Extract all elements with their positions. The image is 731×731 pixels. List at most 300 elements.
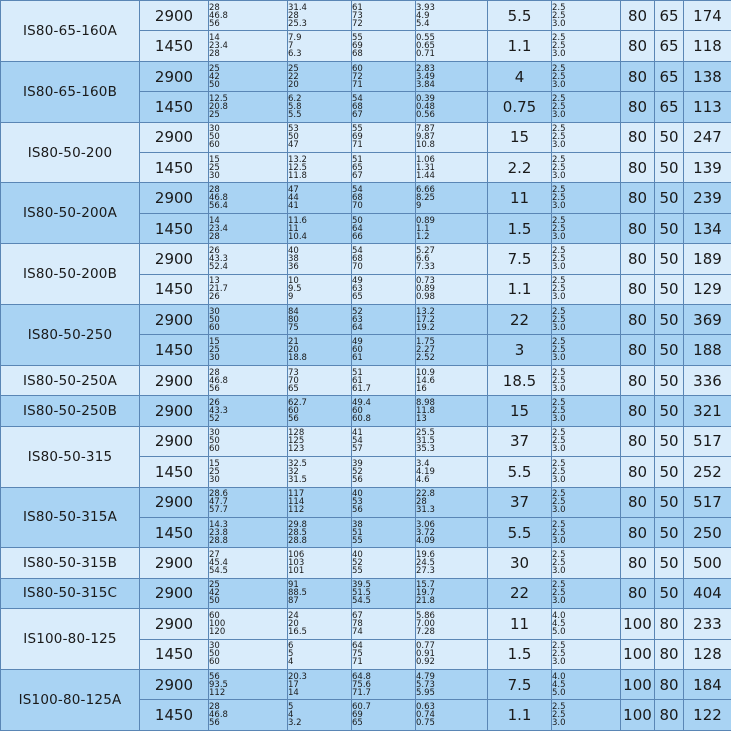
speed-cell: 2900 xyxy=(140,396,209,426)
efficiency-cell-value: 67 xyxy=(352,170,363,181)
model-name-cell: IS80-50-315 xyxy=(1,426,140,487)
head-cell-value: 73 xyxy=(288,367,299,378)
shaft-power-cell-value: 5.27 xyxy=(416,245,435,256)
table-row xyxy=(1,548,731,578)
shaft-power-cell xyxy=(416,153,488,183)
inlet-diameter-cell: 80 xyxy=(621,365,655,395)
motor-power-cell: 22 xyxy=(488,578,552,608)
head-cell-value: 36 xyxy=(288,261,299,272)
head-cell-value: 11 xyxy=(288,223,299,234)
shaft-power-cell xyxy=(416,213,488,243)
efficiency-cell-value: 50 xyxy=(352,215,363,226)
npsh-cell-value: 2.5 xyxy=(552,519,566,530)
model-name-cell: IS80-50-200B xyxy=(1,244,140,305)
npsh-cell-value: 3.0 xyxy=(552,505,566,516)
speed-cell: 1450 xyxy=(140,31,209,61)
efficiency-cell-value: 61 xyxy=(352,375,363,386)
flow-cell-value: 93.5 xyxy=(209,679,228,690)
head-cell-value: 47 xyxy=(288,140,299,151)
head-cell xyxy=(288,213,352,243)
npsh-cell-value: 2.5 xyxy=(552,458,566,469)
flow-cell-value: 28 xyxy=(209,231,220,242)
head-cell-value: 106 xyxy=(288,550,305,561)
table-row xyxy=(1,487,731,517)
npsh-cell-value: 3.0 xyxy=(552,170,566,181)
efficiency-cell-value: 49 xyxy=(352,337,363,348)
npsh-cell-value: 2.5 xyxy=(552,215,566,226)
flow-cell-value: 50 xyxy=(209,132,220,143)
efficiency-cell-value: 71.7 xyxy=(352,687,371,698)
npsh-cell-value: 2.5 xyxy=(552,63,566,74)
efficiency-cell-value: 69 xyxy=(352,710,363,721)
npsh-cell-value: 3.0 xyxy=(552,292,566,303)
model-name-cell: IS80-50-315B xyxy=(1,548,140,578)
shaft-power-cell xyxy=(416,365,488,395)
head-cell-value: 20 xyxy=(288,79,299,90)
motor-power-cell: 0.75 xyxy=(488,92,552,122)
shaft-power-cell-value: 0.48 xyxy=(416,101,435,112)
inlet-diameter-cell: 80 xyxy=(621,1,655,31)
shaft-power-cell-value: 28 xyxy=(416,497,427,508)
head-cell-value: 28.5 xyxy=(288,527,307,538)
model-name-cell: IS80-50-250B xyxy=(1,396,140,426)
head-cell-value: 29.8 xyxy=(288,519,307,530)
shaft-power-cell-value: 13 xyxy=(416,413,427,424)
shaft-power-cell-value: 9 xyxy=(416,201,422,212)
shaft-power-cell xyxy=(416,396,488,426)
head-cell-value: 88.5 xyxy=(288,588,307,599)
weight-cell: 113 xyxy=(684,92,731,122)
motor-power-cell: 37 xyxy=(488,426,552,456)
shaft-power-cell-value: 8.98 xyxy=(416,397,435,408)
head-cell-value: 21 xyxy=(288,337,299,348)
flow-cell-value: 45.4 xyxy=(209,558,228,569)
head-cell xyxy=(288,457,352,487)
speed-cell: 2900 xyxy=(140,548,209,578)
shaft-power-cell-value: 31.3 xyxy=(416,505,435,516)
head-cell-value: 7.9 xyxy=(288,33,302,44)
head-cell xyxy=(288,122,352,152)
head-cell xyxy=(288,153,352,183)
efficiency-cell xyxy=(352,609,416,639)
efficiency-cell-value: 40 xyxy=(352,489,363,500)
flow-cell-value: 23.8 xyxy=(209,527,228,538)
motor-power-cell: 11 xyxy=(488,183,552,213)
head-cell-value: 10 xyxy=(288,276,299,287)
npsh-cell-value: 2.5 xyxy=(552,466,566,477)
npsh-cell-value: 2.5 xyxy=(552,405,566,416)
flow-cell-value: 30 xyxy=(209,353,220,364)
model-name-cell: IS80-50-315A xyxy=(1,487,140,548)
npsh-cell xyxy=(552,153,621,183)
npsh-cell xyxy=(552,305,621,335)
weight-cell: 174 xyxy=(684,1,731,31)
efficiency-cell-value: 60 xyxy=(352,405,363,416)
npsh-cell xyxy=(552,396,621,426)
head-cell-value: 117 xyxy=(288,489,305,500)
motor-power-cell: 1.5 xyxy=(488,213,552,243)
flow-cell xyxy=(209,487,288,517)
flow-cell-value: 50 xyxy=(209,314,220,325)
flow-cell-value: 120 xyxy=(209,626,226,637)
pump-table-body xyxy=(1,1,731,731)
head-cell-value: 103 xyxy=(288,558,305,569)
table-row xyxy=(1,305,731,335)
flow-cell-value: 28 xyxy=(209,702,220,713)
npsh-cell-value: 2.5 xyxy=(552,93,566,104)
inlet-diameter-cell: 80 xyxy=(621,153,655,183)
outlet-diameter-cell: 50 xyxy=(655,578,684,608)
flow-cell-value: 30 xyxy=(209,170,220,181)
head-cell-value: 62.7 xyxy=(288,397,307,408)
flow-cell-value: 12.5 xyxy=(209,93,228,104)
inlet-diameter-cell: 80 xyxy=(621,457,655,487)
shaft-power-cell xyxy=(416,457,488,487)
shaft-power-cell xyxy=(416,609,488,639)
npsh-cell-value: 2.5 xyxy=(552,41,566,52)
inlet-diameter-cell: 80 xyxy=(621,31,655,61)
shaft-power-cell-value: 22.8 xyxy=(416,489,435,500)
weight-cell: 252 xyxy=(684,457,731,487)
inlet-diameter-cell: 80 xyxy=(621,548,655,578)
inlet-diameter-cell: 100 xyxy=(621,700,655,731)
npsh-cell xyxy=(552,122,621,152)
flow-cell-value: 42 xyxy=(209,71,220,82)
shaft-power-cell-value: 0.56 xyxy=(416,109,435,120)
flow-cell-value: 112 xyxy=(209,687,226,698)
motor-power-cell: 1.1 xyxy=(488,31,552,61)
inlet-diameter-cell: 80 xyxy=(621,517,655,547)
efficiency-cell-value: 49 xyxy=(352,276,363,287)
npsh-cell xyxy=(552,365,621,395)
shaft-power-cell-value: 1.1 xyxy=(416,223,430,234)
model-name-cell: IS80-50-315C xyxy=(1,578,140,608)
head-cell-value: 18.8 xyxy=(288,353,307,364)
shaft-power-cell-value: 0.74 xyxy=(416,710,435,721)
npsh-cell-value: 2.5 xyxy=(552,132,566,143)
efficiency-cell-value: 60 xyxy=(352,345,363,356)
motor-power-cell: 1.1 xyxy=(488,274,552,304)
motor-power-cell: 5.5 xyxy=(488,457,552,487)
flow-cell-value: 30 xyxy=(209,124,220,135)
npsh-cell-value: 2.5 xyxy=(552,101,566,112)
shaft-power-cell-value: 4.09 xyxy=(416,535,435,546)
efficiency-cell xyxy=(352,61,416,91)
shaft-power-cell xyxy=(416,335,488,365)
model-name-cell: IS80-50-200A xyxy=(1,183,140,244)
flow-cell xyxy=(209,1,288,31)
head-cell-value: 31.5 xyxy=(288,474,307,485)
speed-cell: 1450 xyxy=(140,457,209,487)
flow-cell-value: 50 xyxy=(209,649,220,660)
efficiency-cell xyxy=(352,365,416,395)
efficiency-cell xyxy=(352,578,416,608)
efficiency-cell-value: 78 xyxy=(352,618,363,629)
shaft-power-cell-value: 3.06 xyxy=(416,519,435,530)
flow-cell-value: 47.7 xyxy=(209,497,228,508)
head-cell-value: 4 xyxy=(288,657,294,668)
shaft-power-cell-value: 10.9 xyxy=(416,367,435,378)
shaft-power-cell xyxy=(416,426,488,456)
outlet-diameter-cell: 50 xyxy=(655,517,684,547)
table-row xyxy=(1,61,731,91)
head-cell-value: 44 xyxy=(288,193,299,204)
weight-cell: 321 xyxy=(684,396,731,426)
shaft-power-cell-value: 14.6 xyxy=(416,375,435,386)
flow-cell-value: 23.4 xyxy=(209,41,228,52)
flow-cell-value: 60 xyxy=(209,610,220,621)
flow-cell-value: 30 xyxy=(209,306,220,317)
npsh-cell-value: 2.5 xyxy=(552,10,566,21)
npsh-cell-value: 2.5 xyxy=(552,641,566,652)
head-cell-value: 84 xyxy=(288,306,299,317)
npsh-cell-value: 2.5 xyxy=(552,710,566,721)
outlet-diameter-cell: 80 xyxy=(655,700,684,731)
head-cell-value: 32.5 xyxy=(288,458,307,469)
npsh-cell xyxy=(552,244,621,274)
head-cell-value: 28.8 xyxy=(288,535,307,546)
npsh-cell-value: 2.5 xyxy=(552,497,566,508)
head-cell-value: 60 xyxy=(288,405,299,416)
shaft-power-cell-value: 0.89 xyxy=(416,284,435,295)
efficiency-cell-value: 41 xyxy=(352,428,363,439)
npsh-cell xyxy=(552,578,621,608)
efficiency-cell-value: 56 xyxy=(352,505,363,516)
shaft-power-cell-value: 15.7 xyxy=(416,580,435,591)
flow-cell-value: 15 xyxy=(209,337,220,348)
flow-cell xyxy=(209,548,288,578)
shaft-power-cell xyxy=(416,31,488,61)
efficiency-cell-value: 54 xyxy=(352,436,363,447)
flow-cell-value: 52.4 xyxy=(209,261,228,272)
npsh-cell-value: 4.0 xyxy=(552,671,566,682)
npsh-cell-value: 2.5 xyxy=(552,527,566,538)
efficiency-cell-value: 67 xyxy=(352,610,363,621)
head-cell xyxy=(288,31,352,61)
outlet-diameter-cell: 50 xyxy=(655,305,684,335)
flow-cell-value: 60 xyxy=(209,444,220,455)
table-row xyxy=(1,244,731,274)
outlet-diameter-cell: 80 xyxy=(655,609,684,639)
npsh-cell xyxy=(552,517,621,547)
inlet-diameter-cell: 80 xyxy=(621,122,655,152)
head-cell-value: 101 xyxy=(288,566,305,577)
weight-cell: 404 xyxy=(684,578,731,608)
outlet-diameter-cell: 50 xyxy=(655,457,684,487)
efficiency-cell-value: 56 xyxy=(352,474,363,485)
motor-power-cell: 7.5 xyxy=(488,669,552,699)
npsh-cell-value: 3.0 xyxy=(552,535,566,546)
table-row xyxy=(1,609,731,639)
flow-cell-value: 27 xyxy=(209,550,220,561)
head-cell-value: 75 xyxy=(288,322,299,333)
speed-cell: 1450 xyxy=(140,517,209,547)
shaft-power-cell-value: 0.89 xyxy=(416,215,435,226)
efficiency-cell-value: 52 xyxy=(352,558,363,569)
npsh-cell-value: 2.5 xyxy=(552,702,566,713)
flow-cell xyxy=(209,153,288,183)
shaft-power-cell-value: 5.73 xyxy=(416,679,435,690)
npsh-cell-value: 5.0 xyxy=(552,626,566,637)
npsh-cell xyxy=(552,548,621,578)
npsh-cell-value: 2.5 xyxy=(552,154,566,165)
efficiency-cell xyxy=(352,305,416,335)
speed-cell: 2900 xyxy=(140,669,209,699)
weight-cell: 239 xyxy=(684,183,731,213)
efficiency-cell-value: 57 xyxy=(352,444,363,455)
shaft-power-cell xyxy=(416,578,488,608)
weight-cell: 336 xyxy=(684,365,731,395)
table-row xyxy=(1,426,731,456)
weight-cell: 189 xyxy=(684,244,731,274)
npsh-cell-value: 3.0 xyxy=(552,353,566,364)
flow-cell-value: 43.3 xyxy=(209,253,228,264)
shaft-power-cell-value: 4.19 xyxy=(416,466,435,477)
flow-cell xyxy=(209,365,288,395)
head-cell-value: 5.8 xyxy=(288,101,302,112)
npsh-cell-value: 2.5 xyxy=(552,33,566,44)
flow-cell-value: 20.8 xyxy=(209,101,228,112)
shaft-power-cell-value: 7.87 xyxy=(416,124,435,135)
shaft-power-cell-value: 2.27 xyxy=(416,345,435,356)
efficiency-cell-value: 73 xyxy=(352,10,363,21)
weight-cell: 122 xyxy=(684,700,731,731)
efficiency-cell-value: 55 xyxy=(352,566,363,577)
efficiency-cell xyxy=(352,274,416,304)
npsh-cell xyxy=(552,457,621,487)
speed-cell: 2900 xyxy=(140,487,209,517)
head-cell-value: 38 xyxy=(288,253,299,264)
shaft-power-cell-value: 1.31 xyxy=(416,162,435,173)
shaft-power-cell-value: 24.5 xyxy=(416,558,435,569)
head-cell-value: 24 xyxy=(288,610,299,621)
inlet-diameter-cell: 80 xyxy=(621,61,655,91)
shaft-power-cell-value: 0.75 xyxy=(416,718,435,729)
efficiency-cell-value: 68 xyxy=(352,253,363,264)
shaft-power-cell-value: 0.71 xyxy=(416,49,435,60)
outlet-diameter-cell: 50 xyxy=(655,335,684,365)
weight-cell: 128 xyxy=(684,639,731,669)
npsh-cell-value: 3.0 xyxy=(552,474,566,485)
npsh-cell-value: 3.0 xyxy=(552,383,566,394)
head-cell-value: 9.5 xyxy=(288,284,302,295)
head-cell xyxy=(288,669,352,699)
shaft-power-cell-value: 9.87 xyxy=(416,132,435,143)
outlet-diameter-cell: 65 xyxy=(655,92,684,122)
npsh-cell-value: 3.0 xyxy=(552,322,566,333)
head-cell-value: 20 xyxy=(288,618,299,629)
speed-cell: 1450 xyxy=(140,639,209,669)
npsh-cell-value: 2.5 xyxy=(552,185,566,196)
flow-cell-value: 28.6 xyxy=(209,489,228,500)
flow-cell-value: 26 xyxy=(209,397,220,408)
flow-cell-value: 60 xyxy=(209,657,220,668)
outlet-diameter-cell: 50 xyxy=(655,487,684,517)
flow-cell-value: 56 xyxy=(209,18,220,29)
head-cell xyxy=(288,609,352,639)
efficiency-cell xyxy=(352,183,416,213)
efficiency-cell-value: 55 xyxy=(352,535,363,546)
shaft-power-cell-value: 16 xyxy=(416,383,427,394)
npsh-cell-value: 2.5 xyxy=(552,588,566,599)
shaft-power-cell-value: 0.77 xyxy=(416,641,435,652)
motor-power-cell: 7.5 xyxy=(488,244,552,274)
shaft-power-cell-value: 19.6 xyxy=(416,550,435,561)
shaft-power-cell xyxy=(416,548,488,578)
outlet-diameter-cell: 50 xyxy=(655,426,684,456)
flow-cell xyxy=(209,517,288,547)
npsh-cell-value: 5.0 xyxy=(552,687,566,698)
weight-cell: 500 xyxy=(684,548,731,578)
shaft-power-cell-value: 5.86 xyxy=(416,610,435,621)
shaft-power-cell-value: 3.49 xyxy=(416,71,435,82)
model-name-cell: IS80-65-160A xyxy=(1,1,140,62)
efficiency-cell xyxy=(352,669,416,699)
head-cell xyxy=(288,274,352,304)
head-cell-value: 16.5 xyxy=(288,626,307,637)
flow-cell xyxy=(209,335,288,365)
efficiency-cell-value: 38 xyxy=(352,519,363,530)
npsh-cell xyxy=(552,213,621,243)
motor-power-cell: 11 xyxy=(488,609,552,639)
flow-cell-value: 56.4 xyxy=(209,201,228,212)
head-cell-value: 65 xyxy=(288,383,299,394)
head-cell-value: 32 xyxy=(288,466,299,477)
outlet-diameter-cell: 50 xyxy=(655,153,684,183)
shaft-power-cell-value: 11.8 xyxy=(416,405,435,416)
flow-cell-value: 15 xyxy=(209,154,220,165)
efficiency-cell-value: 64 xyxy=(352,641,363,652)
shaft-power-cell-value: 4.79 xyxy=(416,671,435,682)
head-cell xyxy=(288,700,352,731)
flow-cell-value: 56 xyxy=(209,671,220,682)
shaft-power-cell-value: 6.66 xyxy=(416,185,435,196)
head-cell-value: 70 xyxy=(288,375,299,386)
efficiency-cell xyxy=(352,335,416,365)
shaft-power-cell-value: 0.91 xyxy=(416,649,435,660)
shaft-power-cell-value: 6.6 xyxy=(416,253,430,264)
head-cell-value: 125 xyxy=(288,436,305,447)
flow-cell-value: 46.8 xyxy=(209,10,228,21)
shaft-power-cell-value: 19.7 xyxy=(416,588,435,599)
speed-cell: 2900 xyxy=(140,305,209,335)
efficiency-cell-value: 63 xyxy=(352,284,363,295)
motor-power-cell: 1.5 xyxy=(488,639,552,669)
shaft-power-cell-value: 17.2 xyxy=(416,314,435,325)
flow-cell-value: 28 xyxy=(209,367,220,378)
npsh-cell-value: 2.5 xyxy=(552,2,566,13)
npsh-cell-value: 3.0 xyxy=(552,49,566,60)
shaft-power-cell-value: 1.44 xyxy=(416,170,435,181)
shaft-power-cell xyxy=(416,639,488,669)
efficiency-cell xyxy=(352,426,416,456)
npsh-cell-value: 3.0 xyxy=(552,444,566,455)
npsh-cell-value: 3.0 xyxy=(552,413,566,424)
shaft-power-cell-value: 0.98 xyxy=(416,292,435,303)
efficiency-cell-value: 65 xyxy=(352,718,363,729)
efficiency-cell xyxy=(352,92,416,122)
weight-cell: 134 xyxy=(684,213,731,243)
flow-cell xyxy=(209,305,288,335)
model-name-cell: IS80-50-250A xyxy=(1,365,140,395)
head-cell-value: 6.3 xyxy=(288,49,302,60)
flow-cell xyxy=(209,92,288,122)
efficiency-cell xyxy=(352,457,416,487)
efficiency-cell-value: 54 xyxy=(352,245,363,256)
efficiency-cell-value: 60 xyxy=(352,63,363,74)
shaft-power-cell-value: 19.2 xyxy=(416,322,435,333)
shaft-power-cell-value: 1.06 xyxy=(416,154,435,165)
